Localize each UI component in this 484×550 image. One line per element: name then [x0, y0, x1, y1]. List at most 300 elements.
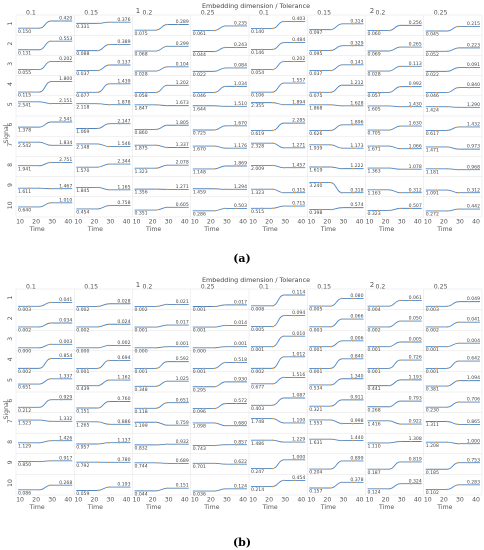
data-point: [341, 358, 343, 360]
data-point: [86, 490, 88, 492]
end-value-label: 1.010: [59, 198, 73, 204]
data-point: [399, 46, 401, 48]
x-axis-label: Time: [29, 226, 45, 233]
data-point: [166, 66, 168, 68]
data-point: [399, 423, 401, 425]
data-point: [436, 51, 438, 53]
start-value-label: 0.036: [192, 492, 206, 498]
data-point: [378, 30, 380, 32]
data-point: [319, 29, 321, 31]
data-point: [283, 104, 285, 106]
data-point: [166, 402, 168, 404]
end-value-label: 1.630: [408, 121, 422, 127]
start-value-label: 1.163: [367, 191, 381, 197]
start-value-label: 2.541: [18, 103, 32, 109]
data-point: [145, 408, 147, 410]
data-point: [97, 23, 99, 25]
end-value-label: 0.299: [175, 41, 189, 47]
data-point: [39, 489, 41, 491]
data-point: [272, 49, 274, 51]
data-point: [50, 399, 52, 401]
data-point: [50, 103, 52, 105]
start-value-label: 2.355: [251, 104, 265, 110]
end-value-label: 0.256: [408, 20, 422, 26]
x-tick-label: 30: [339, 496, 348, 504]
start-value-label: 0.069: [367, 52, 381, 58]
x-tick-label: 10: [132, 496, 141, 504]
data-point: [330, 166, 332, 168]
series-line: [426, 26, 480, 31]
series-line: [76, 360, 130, 368]
data-point: [166, 105, 168, 107]
start-value-label: 1.670: [192, 147, 206, 153]
panel-b-group-label-2: 2: [369, 281, 375, 289]
data-point: [225, 425, 227, 427]
data-point: [97, 461, 99, 463]
x-axis-label: Time: [204, 504, 220, 511]
start-value-label: 0.850: [18, 463, 32, 469]
data-point: [378, 385, 380, 387]
data-point: [28, 407, 30, 409]
end-value-label: 1.467: [59, 184, 73, 190]
data-point: [145, 144, 147, 146]
start-value-label: 1.098: [192, 424, 206, 430]
data-point: [214, 168, 216, 170]
panel-a-column-label: 0.25: [433, 9, 448, 17]
data-point: [39, 27, 41, 29]
data-point: [378, 346, 380, 348]
data-point: [261, 439, 263, 441]
end-value-label: 0.760: [117, 397, 131, 403]
data-point: [108, 189, 110, 191]
data-point: [86, 421, 88, 423]
data-point: [388, 468, 390, 470]
end-value-label: 0.283: [466, 480, 480, 486]
data-point: [155, 167, 157, 169]
panel-a-y-axis-label: Signal: [3, 124, 10, 144]
data-point: [203, 30, 205, 32]
end-value-label: 1.100: [292, 418, 306, 424]
end-value-label: 0.968: [466, 165, 480, 171]
data-point: [341, 460, 343, 462]
data-point: [214, 145, 216, 147]
end-value-label: 0.651: [175, 398, 189, 404]
end-value-label: 0.141: [350, 60, 364, 66]
x-tick-label: 20: [323, 218, 332, 226]
panel-b-column-label: 0.25: [200, 283, 215, 291]
end-value-label: 0.014: [233, 321, 247, 327]
data-point: [166, 124, 168, 126]
x-axis-label: Time: [437, 504, 453, 511]
series-line: [193, 362, 247, 368]
end-value-label: 0.922: [408, 419, 422, 425]
data-point: [28, 383, 30, 385]
data-point: [155, 70, 157, 72]
start-value-label: 0.002: [76, 328, 90, 334]
data-point: [319, 368, 321, 370]
data-point: [388, 368, 390, 370]
end-value-label: 0.003: [59, 339, 73, 345]
data-point: [203, 105, 205, 107]
start-value-label: 1.523: [18, 421, 32, 427]
x-axis-label: Time: [87, 504, 103, 511]
data-point: [145, 70, 147, 72]
end-value-label: 0.503: [233, 204, 247, 210]
data-point: [447, 210, 449, 212]
data-point: [203, 306, 205, 308]
data-point: [214, 71, 216, 73]
data-point: [50, 40, 52, 42]
end-value-label: 0.084: [233, 63, 247, 69]
data-point: [458, 424, 460, 426]
series-line: [251, 61, 305, 69]
data-point: [39, 383, 41, 385]
start-value-label: 0.001: [425, 348, 439, 354]
data-point: [272, 91, 274, 93]
data-point: [261, 49, 263, 51]
start-value-label: 0.398: [309, 211, 323, 217]
data-point: [378, 210, 380, 212]
data-point: [155, 144, 157, 146]
data-point: [447, 146, 449, 148]
data-point: [319, 144, 321, 146]
start-value-label: 0.077: [76, 93, 90, 99]
x-tick-label: 20: [32, 218, 41, 226]
data-point: [261, 305, 263, 307]
data-point: [341, 423, 343, 425]
data-point: [166, 304, 168, 306]
panel-b-column-label: 0.15: [317, 283, 332, 291]
end-value-label: 0.034: [59, 318, 73, 324]
data-point: [225, 463, 227, 465]
data-point: [319, 405, 321, 407]
end-value-label: 2.541: [59, 117, 73, 123]
data-point: [330, 144, 332, 146]
series-line: [251, 316, 305, 327]
data-point: [447, 130, 449, 132]
data-point: [388, 92, 390, 94]
start-value-label: 0.001: [134, 328, 148, 334]
data-point: [319, 419, 321, 421]
x-tick-label: 10: [132, 218, 141, 226]
series-line: [18, 400, 72, 408]
data-point: [447, 385, 449, 387]
start-value-label: 0.331: [76, 24, 90, 30]
start-value-label: 0.001: [367, 348, 381, 354]
data-point: [378, 305, 380, 307]
start-value-label: 1.378: [18, 128, 32, 134]
data-point: [272, 102, 274, 104]
data-point: [39, 126, 41, 128]
start-value-label: 0.725: [192, 131, 206, 137]
x-tick-label: 20: [439, 496, 448, 504]
data-point: [145, 386, 147, 388]
data-point: [319, 487, 321, 489]
end-value-label: 1.202: [175, 80, 189, 86]
start-value-label: 0.140: [251, 30, 265, 36]
data-point: [86, 208, 88, 210]
series-line: [309, 298, 363, 306]
end-value-label: 1.034: [233, 81, 247, 87]
data-point: [436, 305, 438, 307]
start-value-label: 0.000: [18, 349, 32, 355]
end-value-label: 1.137: [117, 438, 131, 444]
start-value-label: 0.146: [251, 51, 265, 57]
series-line: [76, 84, 130, 92]
data-point: [378, 406, 380, 408]
data-point: [50, 162, 52, 164]
data-point: [447, 92, 449, 94]
series-line: [309, 461, 363, 469]
end-value-label: 0.028: [117, 299, 131, 305]
start-value-label: 0.272: [425, 212, 439, 218]
data-point: [166, 46, 168, 48]
end-value-label: 1.869: [233, 161, 247, 167]
data-point: [330, 468, 332, 470]
end-value-label: 0.759: [175, 420, 189, 426]
start-value-label: 1.323: [251, 190, 265, 196]
panel-a-row-label: 9: [7, 183, 14, 188]
data-point: [214, 445, 216, 447]
data-point: [272, 418, 274, 420]
start-value-label: 0.185: [425, 470, 439, 476]
series-line: [76, 124, 130, 129]
x-tick-label: 30: [106, 218, 115, 226]
start-value-label: 0.001: [309, 369, 323, 375]
panel-b-row-label: 5: [7, 378, 14, 383]
end-value-label: 1.176: [233, 143, 247, 149]
start-value-label: 0.008: [251, 307, 265, 313]
start-value-label: 0.118: [134, 409, 148, 415]
data-point: [388, 442, 390, 444]
series-line: [251, 377, 305, 383]
start-value-label: 1.181: [425, 170, 439, 176]
x-tick-label: 10: [423, 218, 432, 226]
x-tick-label: 10: [190, 496, 199, 504]
data-point: [319, 70, 321, 72]
end-value-label: 0.312: [408, 188, 422, 194]
start-value-label: 1.644: [192, 107, 206, 113]
data-point: [166, 380, 168, 382]
start-value-label: 2.328: [251, 144, 265, 150]
data-point: [436, 106, 438, 108]
end-value-label: 1.510: [233, 101, 247, 107]
x-tick-label: 10: [423, 496, 432, 504]
start-value-label: 0.068: [134, 52, 148, 58]
data-point: [436, 189, 438, 191]
data-point: [261, 165, 263, 167]
data-point: [166, 189, 168, 191]
series-line: [135, 125, 189, 129]
data-point: [436, 130, 438, 132]
data-point: [225, 346, 227, 348]
data-point: [28, 305, 30, 307]
end-value-label: 1.290: [466, 102, 480, 108]
data-point: [214, 129, 216, 131]
end-value-label: 0.265: [408, 42, 422, 48]
series-line: [309, 400, 363, 406]
series-line: [18, 359, 72, 369]
end-value-label: 1.162: [117, 375, 131, 381]
end-value-label: 1.834: [59, 140, 73, 146]
data-point: [108, 486, 110, 488]
end-value-label: 0.622: [233, 459, 247, 465]
start-value-label: 0.351: [134, 211, 148, 217]
data-point: [50, 188, 52, 190]
data-point: [203, 51, 205, 53]
start-value-label: 0.157: [309, 489, 323, 495]
data-point: [39, 347, 41, 349]
start-value-label: 0.860: [134, 131, 148, 137]
data-point: [145, 490, 147, 492]
data-point: [341, 147, 343, 149]
data-point: [272, 368, 274, 370]
data-point: [436, 385, 438, 387]
start-value-label: 0.001: [76, 369, 90, 375]
end-value-label: 0.992: [408, 82, 422, 88]
end-value-label: 0.235: [233, 21, 247, 27]
start-value-label: 0.060: [367, 32, 381, 38]
end-value-label: 0.642: [466, 356, 480, 362]
data-point: [28, 69, 30, 71]
end-value-label: 0.454: [292, 476, 306, 481]
start-value-label: 0.075: [134, 31, 148, 37]
data-point: [203, 445, 205, 447]
start-value-label: 0.295: [192, 388, 206, 394]
data-point: [388, 129, 390, 131]
end-value-label: 0.706: [466, 397, 480, 403]
data-point: [388, 105, 390, 107]
data-point: [108, 104, 110, 106]
start-value-label: 0.002: [251, 369, 265, 375]
data-point: [341, 124, 343, 126]
start-value-label: 0.348: [134, 387, 148, 393]
data-point: [203, 71, 205, 73]
data-point: [86, 92, 88, 94]
data-point: [203, 188, 205, 190]
start-value-label: 0.002: [76, 307, 90, 313]
end-value-label: 0.041: [59, 298, 73, 304]
data-point: [97, 326, 99, 328]
panel-b-y-axis-label: Signal: [3, 400, 10, 420]
series-line: [193, 126, 247, 130]
data-point: [341, 207, 343, 209]
series-line: [368, 87, 422, 93]
data-point: [214, 210, 216, 212]
start-value-label: 1.110: [367, 444, 381, 450]
end-value-label: 0.193: [117, 482, 131, 488]
data-point: [28, 187, 30, 189]
data-point: [155, 306, 157, 308]
series-line: [76, 401, 130, 407]
data-point: [378, 420, 380, 422]
data-point: [399, 168, 401, 170]
data-point: [28, 326, 30, 328]
data-point: [97, 143, 99, 145]
data-point: [388, 488, 390, 490]
series-line: [309, 46, 363, 51]
end-value-label: 0.840: [466, 83, 480, 89]
data-point: [330, 487, 332, 489]
data-point: [166, 424, 168, 426]
x-tick-label: 30: [222, 218, 231, 226]
data-point: [145, 104, 147, 106]
data-point: [272, 305, 274, 307]
end-value-label: 1.805: [175, 120, 189, 126]
series-line: [368, 380, 422, 386]
start-value-label: 0.001: [192, 308, 206, 314]
end-value-label: 1.308: [408, 437, 422, 443]
data-point: [330, 419, 332, 421]
data-point: [458, 148, 460, 150]
x-axis-label: Time: [379, 226, 395, 233]
start-value-label: 0.075: [309, 93, 323, 99]
data-point: [145, 326, 147, 328]
data-point: [97, 166, 99, 168]
x-tick-label: 20: [381, 218, 390, 226]
data-point: [225, 125, 227, 127]
start-value-label: 1.553: [309, 421, 323, 427]
data-point: [330, 438, 332, 440]
data-point: [214, 408, 216, 410]
series-line: [251, 357, 305, 369]
end-value-label: 1.000: [292, 455, 306, 461]
end-value-label: 0.104: [175, 62, 189, 68]
start-value-label: 0.001: [192, 328, 206, 334]
data-point: [447, 189, 449, 191]
data-point: [319, 209, 321, 211]
end-value-label: 0.378: [350, 477, 364, 483]
end-value-label: 0.312: [466, 188, 480, 194]
data-point: [388, 326, 390, 328]
start-value-label: 0.212: [18, 408, 32, 414]
series-line: [309, 65, 363, 71]
data-point: [388, 385, 390, 387]
start-value-label: 1.356: [134, 190, 148, 196]
data-point: [261, 326, 263, 328]
data-point: [39, 141, 41, 143]
data-point: [28, 101, 30, 103]
panel-b-column-label: 0.1: [259, 283, 269, 291]
data-point: [436, 368, 438, 370]
start-value-label: 0.096: [192, 410, 206, 416]
start-value-label: 0.001: [425, 369, 439, 375]
data-point: [330, 182, 332, 184]
data-point: [458, 342, 460, 344]
series-line: [426, 381, 480, 386]
x-tick-label: 10: [16, 218, 24, 226]
end-value-label: 1.066: [408, 144, 422, 150]
series-line: [309, 379, 363, 385]
data-point: [388, 50, 390, 52]
data-point: [97, 50, 99, 52]
data-point: [436, 146, 438, 148]
panel-b-column-label: 0.1: [26, 283, 36, 291]
data-point: [458, 192, 460, 194]
end-value-label: 0.010: [292, 331, 306, 337]
data-point: [97, 128, 99, 130]
end-value-label: 1.894: [292, 100, 306, 106]
start-value-label: 0.268: [367, 408, 381, 414]
data-point: [272, 69, 274, 71]
start-value-label: 0.106: [251, 93, 265, 99]
data-point: [272, 207, 274, 209]
data-point: [225, 304, 227, 306]
start-value-label: 0.022: [192, 72, 206, 78]
x-tick-label: 10: [74, 218, 83, 226]
end-value-label: 0.572: [233, 399, 247, 405]
x-tick-label: 30: [455, 218, 464, 226]
